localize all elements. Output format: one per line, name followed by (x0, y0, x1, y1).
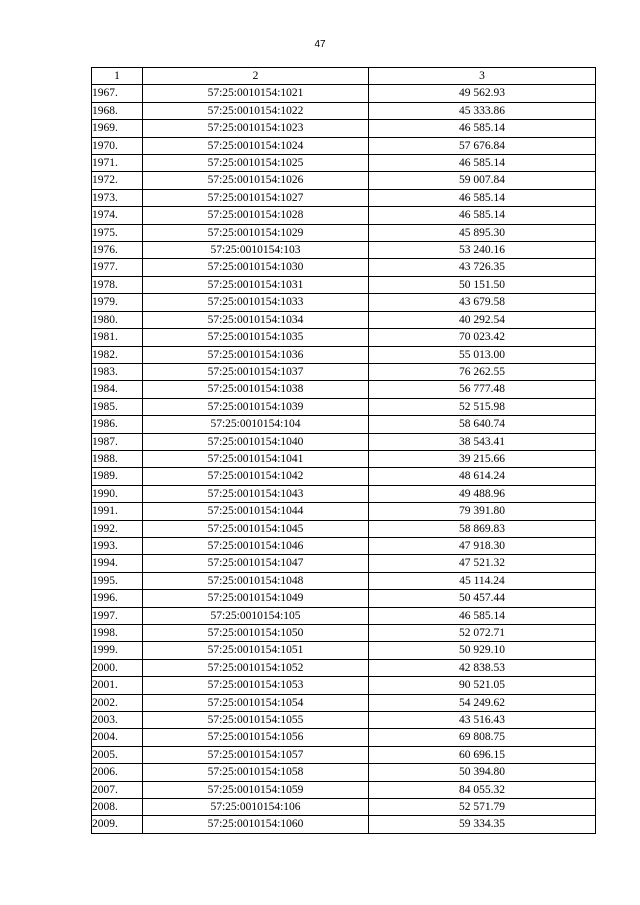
cadastral-number-cell: 57:25:0010154:1057 (143, 746, 369, 763)
cadastral-number-cell: 57:25:0010154:1033 (143, 294, 369, 311)
value-cell: 40 292.54 (369, 311, 596, 328)
row-number-cell: 2006. (92, 764, 143, 781)
table-row (92, 329, 596, 346)
cadastral-number-cell: 57:25:0010154:1035 (143, 329, 369, 346)
row-number-cell: 1977. (92, 259, 143, 276)
table-row (92, 746, 596, 763)
value-cell: 52 515.98 (369, 398, 596, 415)
value-cell: 46 585.14 (369, 189, 596, 206)
value-cell: 46 585.14 (369, 607, 596, 624)
cadastral-number-cell: 57:25:0010154:1052 (143, 659, 369, 676)
table-row (92, 363, 596, 380)
table-row (92, 276, 596, 293)
data-table (91, 67, 596, 834)
row-number-cell: 2004. (92, 729, 143, 746)
table-row (92, 294, 596, 311)
cadastral-number-cell: 57:25:0010154:1039 (143, 398, 369, 415)
page-number: 47 (314, 39, 326, 50)
value-cell: 45 333.86 (369, 102, 596, 119)
table-row (92, 781, 596, 798)
cadastral-number-cell: 57:25:0010154:104 (143, 416, 369, 433)
row-number-cell: 1988. (92, 450, 143, 467)
cadastral-number-cell: 57:25:0010154:1048 (143, 572, 369, 589)
table-row (92, 520, 596, 537)
value-cell: 43 516.43 (369, 712, 596, 729)
table-row (92, 416, 596, 433)
cadastral-number-cell: 57:25:0010154:1049 (143, 590, 369, 607)
value-cell: 58 869.83 (369, 520, 596, 537)
row-number-cell: 2007. (92, 781, 143, 798)
value-cell: 52 571.79 (369, 799, 596, 816)
cadastral-number-cell: 57:25:0010154:1038 (143, 381, 369, 398)
row-number-cell: 2008. (92, 799, 143, 816)
table-row (92, 694, 596, 711)
column-header-2: 2 (143, 68, 369, 85)
value-cell: 46 585.14 (369, 120, 596, 137)
table-row (92, 242, 596, 259)
row-number-cell: 1992. (92, 520, 143, 537)
value-cell: 47 918.30 (369, 537, 596, 554)
value-cell: 53 240.16 (369, 242, 596, 259)
value-cell: 90 521.05 (369, 677, 596, 694)
table-row (92, 311, 596, 328)
table-row (92, 259, 596, 276)
table-row (92, 764, 596, 781)
table-row (92, 729, 596, 746)
value-cell: 45 114.24 (369, 572, 596, 589)
cadastral-number-cell: 57:25:0010154:1025 (143, 155, 369, 172)
table-row (92, 346, 596, 363)
table-row (92, 555, 596, 572)
row-number-cell: 1983. (92, 363, 143, 380)
row-number-cell: 2005. (92, 746, 143, 763)
row-number-cell: 1979. (92, 294, 143, 311)
cadastral-number-cell: 57:25:0010154:1043 (143, 485, 369, 502)
value-cell: 60 696.15 (369, 746, 596, 763)
value-cell: 59 334.35 (369, 816, 596, 833)
value-cell: 57 676.84 (369, 137, 596, 154)
cadastral-number-cell: 57:25:0010154:1026 (143, 172, 369, 189)
row-number-cell: 1996. (92, 590, 143, 607)
value-cell: 56 777.48 (369, 381, 596, 398)
table-row (92, 503, 596, 520)
value-cell: 48 614.24 (369, 468, 596, 485)
value-cell: 54 249.62 (369, 694, 596, 711)
value-cell: 59 007.84 (369, 172, 596, 189)
value-cell: 79 391.80 (369, 503, 596, 520)
row-number-cell: 1968. (92, 102, 143, 119)
row-number-cell: 1987. (92, 433, 143, 450)
row-number-cell: 1993. (92, 537, 143, 554)
value-cell: 46 585.14 (369, 155, 596, 172)
cadastral-number-cell: 57:25:0010154:1050 (143, 625, 369, 642)
table-row (92, 172, 596, 189)
row-number-cell: 1990. (92, 485, 143, 502)
cadastral-number-cell: 57:25:0010154:1031 (143, 276, 369, 293)
table-row (92, 398, 596, 415)
row-number-cell: 1984. (92, 381, 143, 398)
row-number-cell: 1972. (92, 172, 143, 189)
value-cell: 43 726.35 (369, 259, 596, 276)
cadastral-number-cell: 57:25:0010154:105 (143, 607, 369, 624)
value-cell: 55 013.00 (369, 346, 596, 363)
table-row (92, 468, 596, 485)
cadastral-number-cell: 57:25:0010154:1045 (143, 520, 369, 537)
cadastral-number-cell: 57:25:0010154:1053 (143, 677, 369, 694)
row-number-cell: 1995. (92, 572, 143, 589)
cadastral-number-cell: 57:25:0010154:1023 (143, 120, 369, 137)
table-row (92, 381, 596, 398)
value-cell: 69 808.75 (369, 729, 596, 746)
table-row (92, 189, 596, 206)
value-cell: 50 457.44 (369, 590, 596, 607)
table-row (92, 433, 596, 450)
value-cell: 47 521.32 (369, 555, 596, 572)
table-row (92, 537, 596, 554)
cadastral-number-cell: 57:25:0010154:103 (143, 242, 369, 259)
value-cell: 58 640.74 (369, 416, 596, 433)
cadastral-number-cell: 57:25:0010154:1041 (143, 450, 369, 467)
column-header-1: 1 (92, 68, 143, 85)
cadastral-number-cell: 57:25:0010154:1034 (143, 311, 369, 328)
table-row (92, 642, 596, 659)
value-cell: 42 838.53 (369, 659, 596, 676)
row-number-cell: 2003. (92, 712, 143, 729)
cadastral-number-cell: 57:25:0010154:1021 (143, 85, 369, 102)
cadastral-number-cell: 57:25:0010154:1044 (143, 503, 369, 520)
cadastral-number-cell: 57:25:0010154:1042 (143, 468, 369, 485)
cadastral-number-cell: 57:25:0010154:1056 (143, 729, 369, 746)
row-number-cell: 1976. (92, 242, 143, 259)
cadastral-number-cell: 57:25:0010154:1059 (143, 781, 369, 798)
cadastral-number-cell: 57:25:0010154:1029 (143, 224, 369, 241)
row-number-cell: 1986. (92, 416, 143, 433)
table-row (92, 607, 596, 624)
row-number-cell: 1998. (92, 625, 143, 642)
cadastral-number-cell: 57:25:0010154:106 (143, 799, 369, 816)
cadastral-number-cell: 57:25:0010154:1040 (143, 433, 369, 450)
table-row (92, 155, 596, 172)
row-number-cell: 2000. (92, 659, 143, 676)
table-row (92, 625, 596, 642)
cadastral-number-cell: 57:25:0010154:1051 (143, 642, 369, 659)
cadastral-number-cell: 57:25:0010154:1055 (143, 712, 369, 729)
row-number-cell: 1973. (92, 189, 143, 206)
table-row (92, 85, 596, 102)
row-number-cell: 2009. (92, 816, 143, 833)
value-cell: 43 679.58 (369, 294, 596, 311)
table-row (92, 590, 596, 607)
cadastral-number-cell: 57:25:0010154:1027 (143, 189, 369, 206)
row-number-cell: 1989. (92, 468, 143, 485)
row-number-cell: 1982. (92, 346, 143, 363)
table-row (92, 799, 596, 816)
table-row (92, 572, 596, 589)
table-body (92, 85, 596, 833)
row-number-cell: 1981. (92, 329, 143, 346)
table-row (92, 120, 596, 137)
value-cell: 84 055.32 (369, 781, 596, 798)
row-number-cell: 1997. (92, 607, 143, 624)
row-number-cell: 1971. (92, 155, 143, 172)
cadastral-number-cell: 57:25:0010154:1037 (143, 363, 369, 380)
value-cell: 70 023.42 (369, 329, 596, 346)
cadastral-number-cell: 57:25:0010154:1028 (143, 207, 369, 224)
value-cell: 45 895.30 (369, 224, 596, 241)
cadastral-number-cell: 57:25:0010154:1060 (143, 816, 369, 833)
value-cell: 49 562.93 (369, 85, 596, 102)
table-row (92, 207, 596, 224)
cadastral-number-cell: 57:25:0010154:1054 (143, 694, 369, 711)
row-number-cell: 1978. (92, 276, 143, 293)
value-cell: 46 585.14 (369, 207, 596, 224)
value-cell: 49 488.96 (369, 485, 596, 502)
row-number-cell: 2001. (92, 677, 143, 694)
cadastral-number-cell: 57:25:0010154:1046 (143, 537, 369, 554)
row-number-cell: 1974. (92, 207, 143, 224)
cadastral-number-cell: 57:25:0010154:1024 (143, 137, 369, 154)
column-header-3: 3 (369, 68, 596, 85)
row-number-cell: 1967. (92, 85, 143, 102)
row-number-cell: 1999. (92, 642, 143, 659)
table-row (92, 712, 596, 729)
row-number-cell: 1969. (92, 120, 143, 137)
row-number-cell: 1975. (92, 224, 143, 241)
row-number-cell: 1985. (92, 398, 143, 415)
table-row (92, 137, 596, 154)
cadastral-number-cell: 57:25:0010154:1036 (143, 346, 369, 363)
value-cell: 52 072.71 (369, 625, 596, 642)
value-cell: 50 394.80 (369, 764, 596, 781)
value-cell: 39 215.66 (369, 450, 596, 467)
cadastral-number-cell: 57:25:0010154:1058 (143, 764, 369, 781)
table-row (92, 485, 596, 502)
table-row (92, 816, 596, 833)
table-row (92, 659, 596, 676)
table-row (92, 450, 596, 467)
cadastral-number-cell: 57:25:0010154:1047 (143, 555, 369, 572)
row-number-cell: 1991. (92, 503, 143, 520)
header-row (92, 68, 596, 85)
row-number-cell: 1994. (92, 555, 143, 572)
cadastral-number-cell: 57:25:0010154:1030 (143, 259, 369, 276)
table-row (92, 102, 596, 119)
value-cell: 50 929.10 (369, 642, 596, 659)
value-cell: 76 262.55 (369, 363, 596, 380)
row-number-cell: 1970. (92, 137, 143, 154)
row-number-cell: 2002. (92, 694, 143, 711)
row-number-cell: 1980. (92, 311, 143, 328)
table-row (92, 224, 596, 241)
cadastral-number-cell: 57:25:0010154:1022 (143, 102, 369, 119)
table-header (92, 68, 596, 85)
table-row (92, 677, 596, 694)
value-cell: 50 151.50 (369, 276, 596, 293)
value-cell: 38 543.41 (369, 433, 596, 450)
